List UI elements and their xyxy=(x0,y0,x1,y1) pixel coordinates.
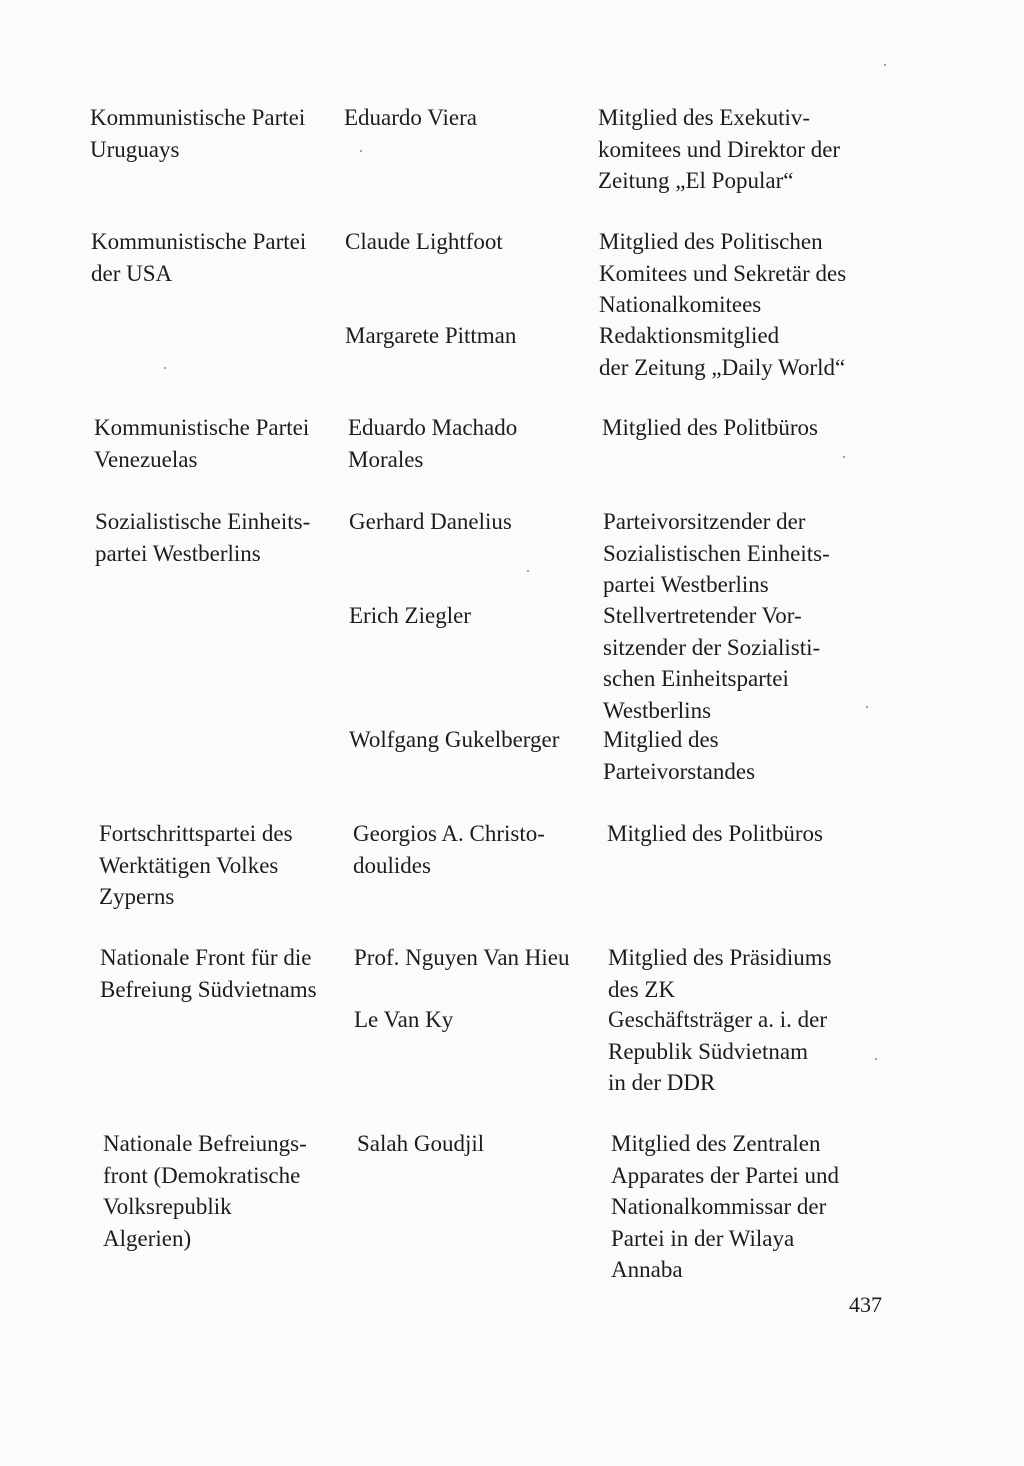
person-name: Prof. Nguyen Van Hieu xyxy=(354,945,570,970)
person-role: Mitglied des Exekutiv- komitees und Direktor der Zeitung „El Popular“ xyxy=(598,105,841,193)
person-name: Erich Ziegler xyxy=(349,603,471,628)
party-name: Sozialistische Einheits- partei Westberlins xyxy=(95,509,311,566)
person-name: Le Van Ky xyxy=(354,1007,454,1032)
person-name: Georgios A. Christo- doulides xyxy=(353,821,545,878)
party-name: Kommunistische Partei der USA xyxy=(91,229,307,286)
party-name: Kommunistische Partei Uruguays xyxy=(90,105,306,162)
party-name: Kommunistische Partei Venezuelas xyxy=(94,415,310,472)
scan-speck xyxy=(164,367,166,369)
party-name: Nationale Front für die Befreiung Südvietnams xyxy=(100,945,317,1002)
scan-speck xyxy=(360,150,362,152)
party-name: Nationale Befreiungs- front (Demokratische Volksrepublik Algerien) xyxy=(103,1131,307,1251)
scan-speck xyxy=(866,706,868,708)
person-role: Stellvertretender Vor- sitzender der Sozialisti- schen Einheitspartei Westberlins xyxy=(603,603,821,723)
person-role: Geschäftsträger a. i. der Republik Südvietnam in der DDR xyxy=(608,1007,828,1095)
person-role: Mitglied des Parteivorstandes xyxy=(603,727,756,784)
person-name: Claude Lightfoot xyxy=(345,229,503,254)
person-name: Eduardo Viera xyxy=(344,105,477,130)
page-number: 437 xyxy=(849,1292,882,1317)
scan-speck xyxy=(843,456,845,458)
person-role: Mitglied des Politbüros xyxy=(607,821,823,846)
person-role: Mitglied des Politischen Komitees und Sekretär des Nationalkomitees xyxy=(599,229,847,317)
person-name: Eduardo Machado Morales xyxy=(348,415,518,472)
person-name: Salah Goudjil xyxy=(357,1131,485,1156)
person-role: Mitglied des Präsidiums des ZK xyxy=(608,945,832,1002)
person-name: Margarete Pittman xyxy=(345,323,517,348)
scan-speck xyxy=(884,64,886,66)
person-role: Redaktionsmitglied der Zeitung „Daily World“ xyxy=(599,323,846,380)
person-name: Gerhard Danelius xyxy=(349,509,512,534)
scan-speck xyxy=(875,1058,877,1060)
person-name: Wolfgang Gukelberger xyxy=(349,727,560,752)
person-role: Mitglied des Politbüros xyxy=(602,415,818,440)
person-role: Parteivorsitzender der Sozialistischen Einheits- partei Westberlins xyxy=(603,509,830,597)
person-role: Mitglied des Zentralen Apparates der Partei und Nationalkommissar der Partei in der Wilaya Annaba xyxy=(611,1131,840,1282)
party-name: Fortschrittspartei des Werktätigen Volkes Zyperns xyxy=(99,821,293,909)
scan-speck xyxy=(527,570,529,572)
